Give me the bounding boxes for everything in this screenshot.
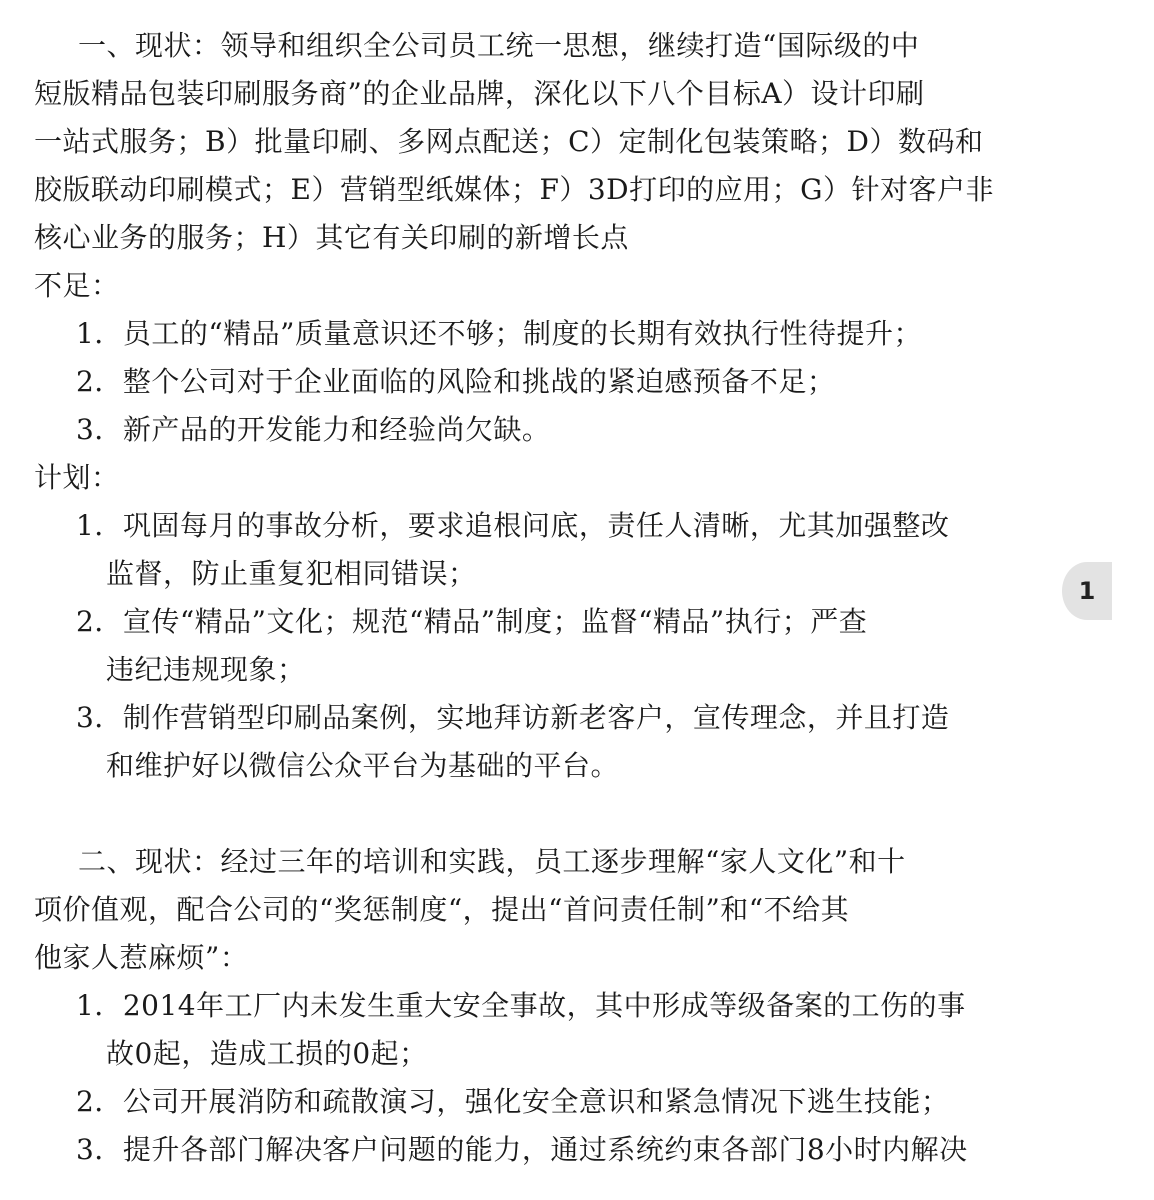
text-line: 一站式服务；B）批量印刷、多网点配送；C）定制化包装策略；D）数码和 bbox=[34, 125, 984, 158]
list-item-continuation: 和维护好以微信公众平台为基础的平台。 bbox=[106, 749, 620, 782]
text-line: 核心业务的服务；H）其它有关印刷的新增长点 bbox=[34, 221, 629, 254]
list-item-continuation: 违纪违规现象； bbox=[106, 653, 306, 686]
section-label-plan: 计划： bbox=[34, 461, 120, 494]
list-item: 1．员工的“精品”质量意识还不够；制度的长期有效执行性待提升； bbox=[76, 317, 922, 350]
list-item: 3．新产品的开发能力和经验尚欠缺。 bbox=[76, 413, 551, 446]
text-line: 二、现状：经过三年的培训和实践，员工逐步理解“家人文化”和十 bbox=[78, 845, 906, 878]
text-line: 胶版联动印刷模式；E）营销型纸媒体；F）3D打印的应用；G）针对客户非 bbox=[34, 173, 995, 206]
list-item: 3．提升各部门解决客户问题的能力，通过系统约束各部门8小时内解决 bbox=[76, 1133, 968, 1166]
list-item: 3．制作营销型印刷品案例，实地拜访新老客户，宣传理念，并且打造 bbox=[76, 701, 950, 734]
list-item-continuation: 监督，防止重复犯相同错误； bbox=[106, 557, 477, 590]
page-number-badge: 1 bbox=[1062, 562, 1112, 620]
list-item: 2．整个公司对于企业面临的风险和挑战的紧迫感预备不足； bbox=[76, 365, 836, 398]
list-item: 2．公司开展消防和疏散演习，强化安全意识和紧急情况下逃生技能； bbox=[76, 1085, 950, 1118]
list-item: 2．宣传“精品”文化；规范“精品”制度；监督“精品”执行；严查 bbox=[76, 605, 868, 638]
text-line: 他家人惹麻烦”： bbox=[34, 941, 249, 974]
text-line: 项价值观，配合公司的“奖惩制度“，提出“首问责任制”和“不给其 bbox=[34, 893, 850, 926]
list-item: 1．2014年工厂内未发生重大安全事故，其中形成等级备案的工伤的事 bbox=[76, 989, 966, 1022]
section-label-shortcomings: 不足： bbox=[34, 269, 120, 302]
list-item-continuation: 故0起，造成工损的0起； bbox=[106, 1037, 428, 1070]
text-line: 短版精品包装印刷服务商”的企业品牌，深化以下八个目标A）设计印刷 bbox=[34, 77, 925, 110]
text-line: 一、现状：领导和组织全公司员工统一思想，继续打造“国际级的中 bbox=[78, 29, 920, 62]
list-item: 1．巩固每月的事故分析，要求追根问底，责任人清晰，尤其加强整改 bbox=[76, 509, 950, 542]
